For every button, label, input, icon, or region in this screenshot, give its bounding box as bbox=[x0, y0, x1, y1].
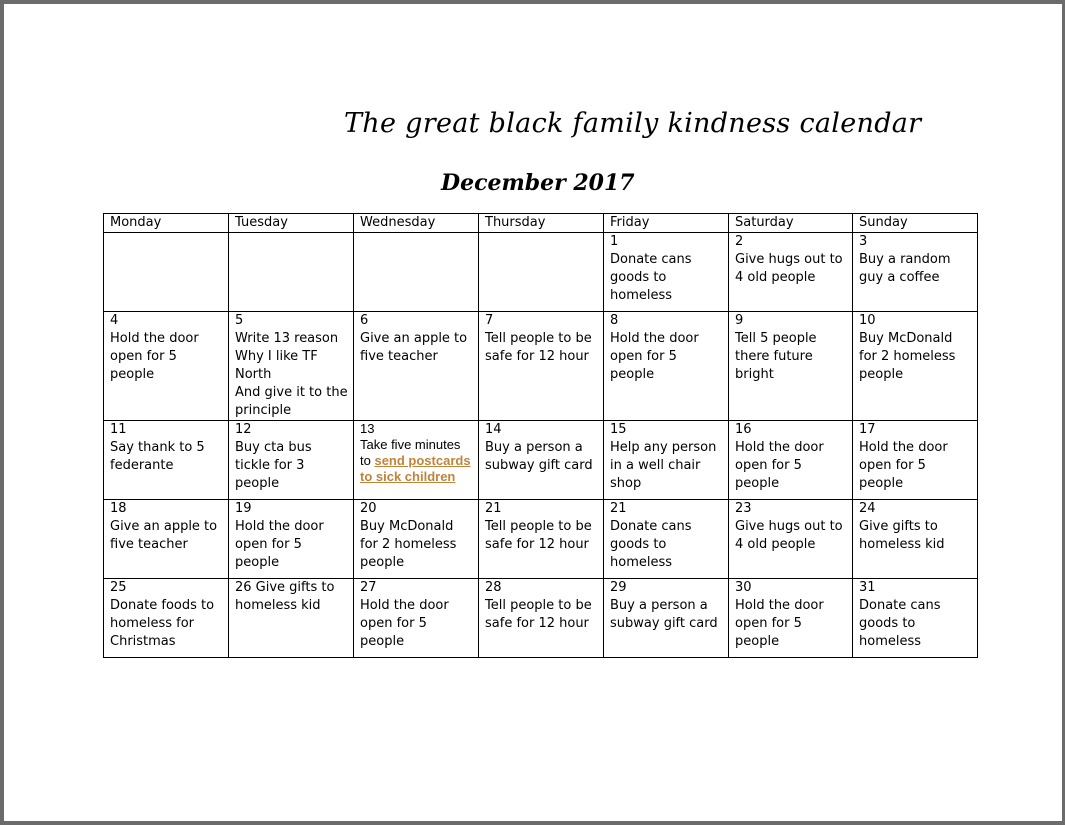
day-activity: Buy a person a subway gift card bbox=[485, 440, 593, 473]
day-number: 7 bbox=[485, 313, 494, 328]
day-activity: Give hugs out to 4 old people bbox=[735, 252, 843, 285]
header-thursday: Thursday bbox=[479, 214, 604, 233]
day-activity: Hold the door open for 5 people bbox=[610, 331, 699, 382]
day-cell bbox=[604, 233, 729, 312]
header-saturday: Saturday bbox=[729, 214, 853, 233]
day-number: 5 bbox=[235, 313, 244, 328]
day-cell bbox=[604, 579, 729, 658]
day-number: 13 bbox=[360, 421, 375, 436]
header-monday: Monday bbox=[104, 214, 229, 233]
day-activity: Donate cans goods to homeless bbox=[610, 519, 692, 570]
header-friday: Friday bbox=[604, 214, 729, 233]
day-cell bbox=[354, 421, 479, 500]
day-activity: Tell 5 people there future bright bbox=[735, 331, 817, 382]
calendar-week-row bbox=[104, 312, 978, 421]
day-cell bbox=[479, 233, 604, 312]
day-cell bbox=[729, 421, 853, 500]
day-activity: Give gifts to homeless kid bbox=[859, 519, 945, 552]
day-number: 3 bbox=[859, 234, 868, 249]
day-cell bbox=[104, 421, 229, 500]
day-number: 2 bbox=[735, 234, 744, 249]
day-number: 14 bbox=[485, 422, 502, 437]
day-cell bbox=[229, 233, 354, 312]
calendar-header-row bbox=[104, 214, 978, 233]
day-activity: Donate cans goods to homeless bbox=[859, 598, 941, 649]
day-cell bbox=[479, 579, 604, 658]
day-activity: Hold the door open for 5 people bbox=[110, 331, 199, 382]
calendar-week-row bbox=[104, 579, 978, 658]
page-title: The great black family kindness calendar bbox=[344, 108, 922, 139]
calendar-week-row bbox=[104, 500, 978, 579]
day-activity: Hold the door open for 5 people bbox=[735, 440, 824, 491]
day-activity: Write 13 reason Why I like TF North And give it to the principle bbox=[235, 331, 348, 418]
day-activity: Donate cans goods to homeless bbox=[610, 252, 692, 303]
day-number: 6 bbox=[360, 313, 369, 328]
day-number: 29 bbox=[610, 580, 627, 595]
day-cell bbox=[229, 579, 354, 658]
day-activity: Say thank to 5 federante bbox=[110, 440, 205, 473]
day-activity: Tell people to be safe for 12 hour bbox=[485, 598, 592, 631]
day-activity: Tell people to be safe for 12 hour bbox=[485, 331, 592, 364]
day-cell bbox=[853, 312, 978, 421]
day-number: 27 bbox=[360, 580, 377, 595]
day-activity: Give hugs out to 4 old people bbox=[735, 519, 843, 552]
postcards-link[interactable]: send postcards to sick children bbox=[360, 453, 471, 484]
day-activity: Hold the door open for 5 people bbox=[859, 440, 948, 491]
day-activity: Donate foods to homeless for Christmas bbox=[110, 598, 215, 649]
day-number: 1 bbox=[610, 234, 619, 249]
header-sunday: Sunday bbox=[853, 214, 978, 233]
day-activity: Buy McDonald for 2 homeless people bbox=[360, 519, 457, 570]
day-cell bbox=[104, 312, 229, 421]
day-activity: Tell people to be safe for 12 hour bbox=[485, 519, 592, 552]
day-activity: Hold the door open for 5 people bbox=[735, 598, 824, 649]
day-number: 4 bbox=[110, 313, 119, 328]
day-activity: homeless kid bbox=[235, 598, 321, 613]
day-number: 18 bbox=[110, 501, 127, 516]
day-activity: Hold the door open for 5 people bbox=[235, 519, 324, 570]
header-tuesday: Tuesday bbox=[229, 214, 354, 233]
day-cell bbox=[354, 312, 479, 421]
day-activity-text: Take five minutes to bbox=[360, 437, 461, 468]
page-subtitle: December 2017 bbox=[441, 170, 635, 196]
day-cell bbox=[104, 500, 229, 579]
day-number: 16 bbox=[735, 422, 752, 437]
day-cell bbox=[354, 500, 479, 579]
day-cell bbox=[479, 421, 604, 500]
day-cell bbox=[229, 500, 354, 579]
day-number: 28 bbox=[485, 580, 502, 595]
day-number: 25 bbox=[110, 580, 127, 595]
day-cell bbox=[604, 312, 729, 421]
day-activity: Buy McDonald for 2 homeless people bbox=[859, 331, 956, 382]
day-number: 10 bbox=[859, 313, 876, 328]
day-number: 24 bbox=[859, 501, 876, 516]
day-number: 30 bbox=[735, 580, 752, 595]
day-activity: Buy a person a subway gift card bbox=[610, 598, 718, 631]
day-cell bbox=[354, 579, 479, 658]
header-wednesday: Wednesday bbox=[354, 214, 479, 233]
day-cell bbox=[853, 500, 978, 579]
day-cell bbox=[853, 233, 978, 312]
day-number: 21 bbox=[485, 501, 502, 516]
day-activity: Hold the door open for 5 people bbox=[360, 598, 449, 649]
day-cell bbox=[604, 421, 729, 500]
calendar-week-row bbox=[104, 421, 978, 500]
day-cell bbox=[104, 579, 229, 658]
day-number: 21 bbox=[610, 501, 627, 516]
day-cell bbox=[604, 500, 729, 579]
day-number: 20 bbox=[360, 501, 377, 516]
day-cell bbox=[853, 579, 978, 658]
day-number: 8 bbox=[610, 313, 619, 328]
document-page bbox=[4, 4, 1062, 821]
day-activity: Help any person in a well chair shop bbox=[610, 440, 717, 491]
day-cell bbox=[104, 233, 229, 312]
day-activity bbox=[360, 437, 474, 485]
calendar-week-row bbox=[104, 233, 978, 312]
day-activity: Buy a random guy a coffee bbox=[859, 252, 951, 285]
day-number: 26 Give gifts to bbox=[235, 580, 335, 595]
day-cell bbox=[729, 579, 853, 658]
day-activity: Give an apple to five teacher bbox=[360, 331, 468, 364]
day-cell bbox=[354, 233, 479, 312]
day-cell bbox=[229, 421, 354, 500]
day-activity: Give an apple to five teacher bbox=[110, 519, 218, 552]
day-number: 19 bbox=[235, 501, 252, 516]
calendar-table bbox=[103, 213, 978, 658]
day-number: 17 bbox=[859, 422, 876, 437]
day-activity: Buy cta bus tickle for 3 people bbox=[235, 440, 312, 491]
day-cell bbox=[229, 312, 354, 421]
day-cell bbox=[729, 312, 853, 421]
day-cell bbox=[853, 421, 978, 500]
day-cell bbox=[729, 233, 853, 312]
day-number: 23 bbox=[735, 501, 752, 516]
day-number: 31 bbox=[859, 580, 876, 595]
day-cell bbox=[479, 500, 604, 579]
day-number: 9 bbox=[735, 313, 744, 328]
day-number: 15 bbox=[610, 422, 627, 437]
day-number: 12 bbox=[235, 422, 252, 437]
day-number: 11 bbox=[110, 422, 127, 437]
day-cell bbox=[479, 312, 604, 421]
day-cell bbox=[729, 500, 853, 579]
